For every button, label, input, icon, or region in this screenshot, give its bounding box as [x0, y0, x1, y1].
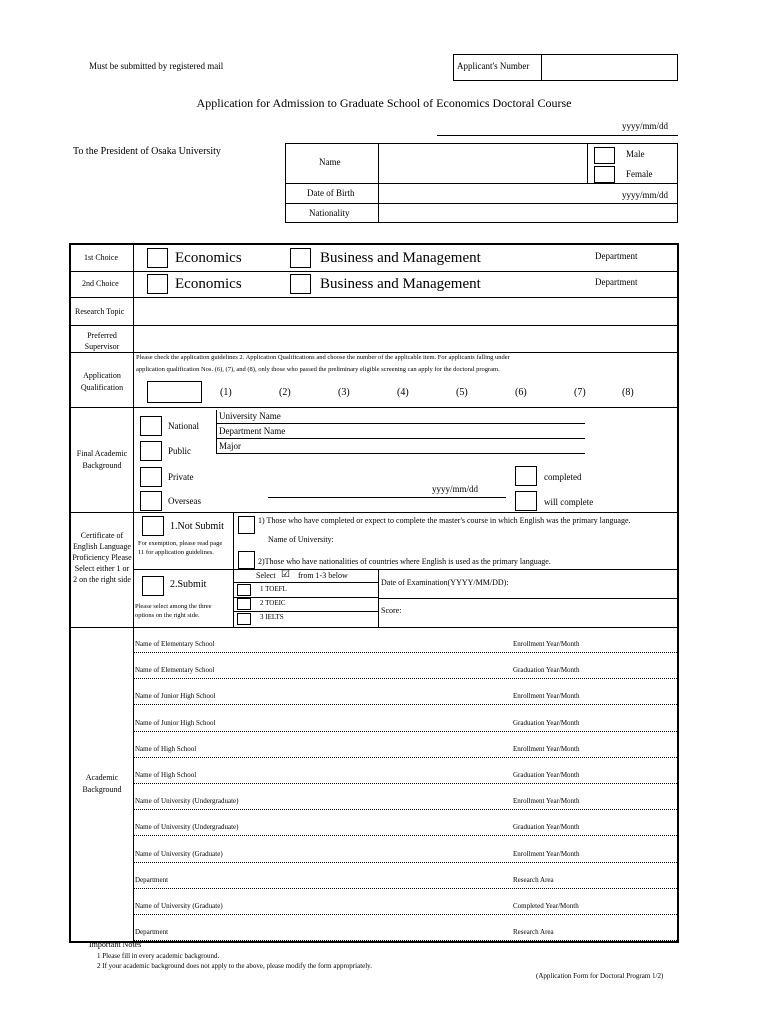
ielts-label: 3 IELTS — [260, 613, 284, 621]
english-course-checkbox[interactable] — [238, 516, 255, 534]
academic-row-field[interactable] — [134, 740, 677, 758]
academic-row-left-label: Name of University (Undergraduate) — [135, 823, 239, 831]
national-label: National — [168, 421, 199, 431]
note-2: 2 If your academic background does not apply to the above, please modify the form appropriately. — [97, 962, 372, 970]
academic-row-field[interactable] — [134, 871, 677, 889]
academic-row-left-label: Name of Junior High School — [135, 692, 216, 700]
toeic-checkbox[interactable] — [237, 598, 251, 610]
overseas-label: Overseas — [168, 496, 201, 506]
qualification-option-5: (5) — [456, 387, 468, 398]
overseas-checkbox[interactable] — [140, 491, 162, 511]
academic-row-right-label: Completed Year/Month — [513, 902, 579, 910]
private-label: Private — [168, 472, 194, 482]
note-1: 1 Please fill in every academic background. — [97, 952, 220, 960]
mail-note: Must be submitted by registered mail — [89, 61, 224, 71]
academic-row-right-label: Graduation Year/Month — [513, 771, 580, 779]
second-choice-label: 2nd Choice — [82, 279, 119, 288]
academic-row-left-label: Name of Elementary School — [135, 666, 215, 674]
not-submit-label: 1.Not Submit — [170, 521, 224, 532]
final-academic-label: Final Academic Background — [76, 449, 128, 470]
applicant-number-field[interactable] — [543, 56, 676, 79]
will-complete-label: will complete — [544, 497, 594, 507]
qualification-number-field[interactable] — [147, 381, 202, 403]
academic-row-right-label: Graduation Year/Month — [513, 666, 580, 674]
university-name-label: University Name — [219, 411, 281, 421]
exam-date-label: Date of Examination(YYYY/MM/DD): — [381, 578, 509, 587]
academic-row-right-label: Graduation Year/Month — [513, 719, 580, 727]
english-nationality-checkbox[interactable] — [238, 551, 255, 569]
academic-row-field[interactable] — [134, 714, 677, 732]
academic-row-right-label: Enrollment Year/Month — [513, 692, 580, 700]
select-suffix: from 1-3 below — [298, 571, 348, 580]
academic-row-divider — [134, 783, 677, 784]
academic-row-right-label: Enrollment Year/Month — [513, 640, 580, 648]
name-of-university-label: Name of University: — [268, 535, 334, 544]
academic-row-divider — [134, 809, 677, 810]
academic-row-right-label: Enrollment Year/Month — [513, 797, 580, 805]
academic-row-field[interactable] — [134, 766, 677, 784]
national-checkbox[interactable] — [140, 416, 162, 436]
name-label: Name — [319, 157, 341, 167]
score-label: Score: — [381, 606, 402, 615]
certificate-label: Certificate of English Language Proficiency Please Select either 1 or 2 on the right side — [72, 531, 132, 584]
application-date-format: yyyy/mm/dd — [622, 121, 669, 131]
major-label: Major — [219, 441, 241, 451]
academic-row-divider — [134, 652, 677, 653]
submit-label: 2.Submit — [170, 579, 207, 590]
first-business-label: Business and Management — [320, 250, 481, 266]
submit-note: Please select among the three options on the right side. — [135, 603, 212, 619]
first-choice-label: 1st Choice — [84, 253, 118, 262]
academic-row-left-label: Name of Elementary School — [135, 640, 215, 648]
second-department-label: Department — [595, 277, 638, 287]
academic-row-left-label: Name of University (Undergraduate) — [135, 797, 239, 805]
second-business-checkbox[interactable] — [290, 274, 311, 294]
second-economics-label: Economics — [175, 276, 242, 292]
first-business-checkbox[interactable] — [290, 248, 311, 268]
dob-label: Date of Birth — [307, 188, 355, 198]
academic-row-right-label: Research Area — [513, 876, 554, 884]
first-economics-checkbox[interactable] — [147, 248, 168, 268]
research-topic-field[interactable] — [135, 299, 676, 324]
first-department-label: Department — [595, 251, 638, 261]
completion-date-format: yyyy/mm/dd — [432, 484, 479, 494]
nationality-label: Nationality — [309, 208, 350, 218]
qualification-option-4: (4) — [397, 387, 409, 398]
toeic-label: 2 TOEIC — [260, 599, 286, 607]
academic-row-divider — [134, 914, 677, 915]
academic-row-field[interactable] — [134, 818, 677, 836]
applicant-number-label: Applicant's Number — [457, 61, 530, 71]
academic-row-field[interactable] — [134, 897, 677, 915]
second-business-label: Business and Management — [320, 276, 481, 292]
academic-row-left-label: Name of High School — [135, 771, 197, 779]
qualification-option-6: (6) — [515, 387, 527, 398]
preferred-supervisor-field[interactable] — [135, 327, 676, 351]
academic-row-left-label: Name of University (Graduate) — [135, 902, 223, 910]
female-label: Female — [626, 169, 653, 179]
second-economics-checkbox[interactable] — [147, 274, 168, 294]
research-topic-label: Research Topic — [75, 307, 125, 316]
academic-row-divider — [134, 704, 677, 705]
academic-row-divider — [134, 757, 677, 758]
will-complete-checkbox[interactable] — [515, 491, 537, 511]
academic-row-field[interactable] — [134, 635, 677, 653]
exemption-note: For exemption, please read page 11 for application guidelines. — [138, 540, 223, 556]
page-footer: (Application Form for Doctoral Program 1/2) — [536, 972, 664, 980]
male-checkbox[interactable] — [594, 147, 615, 164]
academic-row-divider — [134, 731, 677, 732]
academic-row-right-label: Enrollment Year/Month — [513, 850, 580, 858]
page-title: Application for Admission to Graduate School of Economics Doctoral Course — [196, 96, 572, 110]
english-course-option: 1) Those who have completed or expect to complete the master's course in which English was the primary language. — [258, 516, 631, 525]
qualification-option-8: (8) — [622, 387, 634, 398]
qualification-instruction-2: application qualification Nos. (6), (7), and (8), only those who passed the preliminary eligible screening can apply for the doctoral program. — [136, 366, 500, 373]
academic-row-divider — [134, 940, 677, 941]
department-name-label: Department Name — [219, 426, 286, 436]
academic-row-left-label: Name of University (Graduate) — [135, 850, 223, 858]
name-field[interactable] — [380, 145, 585, 181]
nationality-field[interactable] — [380, 205, 676, 221]
private-checkbox[interactable] — [140, 467, 162, 487]
academic-row-left-label: Department — [135, 876, 169, 884]
dob-format: yyyy/mm/dd — [622, 190, 669, 200]
academic-row-right-label: Research Area — [513, 928, 554, 936]
public-checkbox[interactable] — [140, 441, 162, 461]
academic-row-left-label: Department — [135, 928, 169, 936]
male-label: Male — [626, 149, 645, 159]
public-label: Public — [168, 446, 192, 456]
qualification-label: Application Qualification — [80, 371, 124, 392]
academic-row-divider — [134, 862, 677, 863]
select-prefix: Select — [256, 571, 276, 580]
submit-checkbox[interactable] — [142, 576, 164, 596]
academic-row-divider — [134, 678, 677, 679]
academic-row-right-label: Enrollment Year/Month — [513, 745, 580, 753]
checkbox-checked-icon: ☑ — [281, 569, 290, 580]
qualification-instruction-1: Please check the application guidelines 2. Application Qualifications and choose the number of the applicable item. For applicants falling under — [136, 354, 510, 361]
not-submit-checkbox[interactable] — [142, 516, 164, 536]
first-economics-label: Economics — [175, 250, 242, 266]
qualification-option-2: (2) — [279, 387, 291, 398]
academic-row-field[interactable] — [134, 792, 677, 810]
female-checkbox[interactable] — [594, 166, 615, 183]
qualification-option-1: (1) — [220, 387, 232, 398]
ielts-checkbox[interactable] — [237, 613, 251, 625]
addressee: To the President of Osaka University — [73, 146, 221, 157]
preferred-supervisor-label: Preferred Supervisor — [84, 331, 120, 351]
academic-row-divider — [134, 835, 677, 836]
completed-label: completed — [544, 472, 582, 482]
english-nationality-option: 2)Those who have nationalities of countries where English is used as the primary language. — [258, 557, 551, 566]
notes-heading: Important Notes — [89, 940, 142, 949]
academic-row-field[interactable] — [134, 923, 677, 941]
academic-row-left-label: Name of Junior High School — [135, 719, 216, 727]
qualification-option-3: (3) — [338, 387, 350, 398]
academic-row-field[interactable] — [134, 687, 677, 705]
qualification-option-7: (7) — [574, 387, 586, 398]
academic-row-right-label: Graduation Year/Month — [513, 823, 580, 831]
completed-checkbox[interactable] — [515, 466, 537, 486]
toefl-checkbox[interactable] — [237, 584, 251, 596]
academic-row-field[interactable] — [134, 661, 677, 679]
academic-row-left-label: Name of High School — [135, 745, 197, 753]
academic-row-divider — [134, 888, 677, 889]
academic-background-label: Academic Background — [82, 773, 122, 794]
academic-row-field[interactable] — [134, 845, 677, 863]
toefl-label: 1 TOEFL — [260, 585, 287, 593]
